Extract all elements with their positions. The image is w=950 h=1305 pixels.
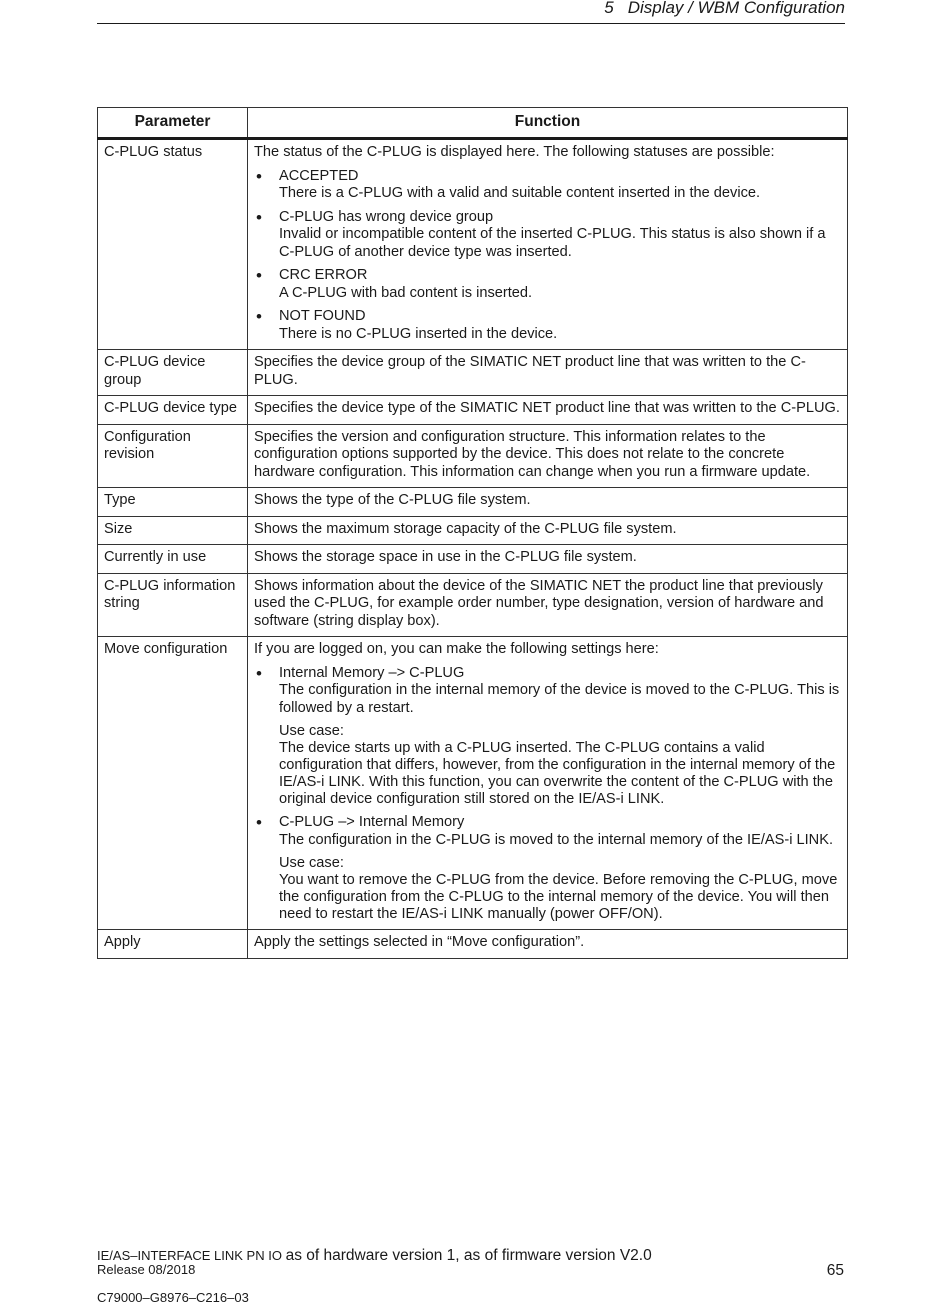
list-item	[254, 665, 841, 809]
column-header-parameter: Parameter	[98, 108, 248, 139]
status-title: • CRC ERROR	[279, 267, 368, 283]
function-cell: Shows the maximum storage capacity of the C-PLUG file system.	[248, 516, 848, 545]
function-cell: Specifies the device group of the SIMATIC NET product line that was written to the C-PLUG.	[248, 350, 848, 396]
list-item	[254, 168, 841, 203]
footer-release: Release 08/2018	[97, 1262, 196, 1277]
chapter-title: Display / WBM Configuration	[627, 0, 845, 17]
table-row	[98, 573, 848, 637]
status-description: There is a C-PLUG with a valid and suitable content inserted in the device.	[279, 185, 761, 201]
column-header-function: Function	[248, 108, 848, 139]
parameter-table	[97, 107, 848, 959]
running-header	[97, 0, 845, 24]
footer-product-version: as of hardware version 1, as of firmware version V2.0	[285, 1247, 652, 1264]
use-case	[279, 855, 841, 923]
table-row	[98, 545, 848, 574]
function-cell	[248, 637, 848, 930]
list-item	[254, 267, 841, 302]
param-cell: C-PLUG device group	[98, 350, 248, 396]
status-description: A C-PLUG with bad content is inserted.	[279, 284, 533, 301]
param-cell: C-PLUG status	[98, 139, 248, 350]
use-case-label: Use case:	[279, 723, 344, 739]
option-description: The configuration in the C-PLUG is moved to the internal memory of the IE/AS-i LINK.	[279, 831, 833, 848]
use-case-text: The device starts up with a C-PLUG inserted. The C-PLUG contains a valid configuration that differs, however, from the configuration in the internal memory of the IE/AS-i LINK. With this function, you can overwrite the content of the C-PLUG with the original device configuration still stored on the IE/AS-i LINK.	[279, 740, 836, 807]
table-row	[98, 488, 848, 517]
use-case-label: Use case:	[279, 855, 344, 871]
table-row	[98, 637, 848, 930]
list-item	[254, 209, 841, 262]
page-number: 65	[826, 1262, 844, 1279]
function-cell	[248, 139, 848, 350]
footer-product-line	[97, 1249, 652, 1263]
list-item	[254, 814, 841, 923]
function-cell: Specifies the device type of the SIMATIC NET product line that was written to the C-PLUG.	[248, 396, 848, 425]
status-description: Invalid or incompatible content of the inserted C-PLUG. This status is also shown if a C-PLUG of another device type was inserted.	[279, 226, 826, 260]
option-list	[254, 665, 841, 924]
param-cell: Configuration revision	[98, 424, 248, 488]
list-item	[254, 308, 841, 343]
status-title: • C-PLUG has wrong device group	[279, 208, 494, 225]
param-cell: C-PLUG information string	[98, 573, 248, 637]
use-case	[279, 723, 841, 808]
status-title: • NOT FOUND	[279, 308, 366, 324]
function-intro: The status of the C-PLUG is displayed here. The following statuses are possible:	[254, 144, 775, 160]
option-title: • Internal Memory –> C-PLUG	[279, 664, 465, 681]
option-description: The configuration in the internal memory of the device is moved to the C-PLUG. This is followed by a restart.	[279, 682, 840, 716]
table-row	[98, 516, 848, 545]
param-cell: Currently in use	[98, 545, 248, 574]
table-header-row	[98, 108, 848, 139]
function-intro: If you are logged on, you can make the following settings here:	[254, 641, 659, 657]
option-title: • C-PLUG –> Internal Memory	[279, 814, 465, 830]
table-row	[98, 350, 848, 396]
chapter-number: 5	[604, 0, 614, 17]
footer-product: IE/AS–INTERFACE LINK PN IO	[97, 1248, 282, 1263]
table-row	[98, 396, 848, 425]
function-cell: Apply the settings selected in “Move configuration”.	[248, 930, 848, 959]
status-list	[254, 168, 841, 344]
function-cell: Shows the type of the C-PLUG file system.	[248, 488, 848, 517]
function-cell: Shows the storage space in use in the C-PLUG file system.	[248, 545, 848, 574]
param-cell: Apply	[98, 930, 248, 959]
footer-order-number: C79000–G8976–C216–03	[97, 1290, 249, 1305]
status-title: • ACCEPTED	[279, 167, 359, 184]
status-description: There is no C-PLUG inserted in the device.	[279, 325, 558, 342]
table-row	[98, 930, 848, 959]
footer-product-info	[97, 1249, 652, 1305]
param-cell: Move configuration	[98, 637, 248, 930]
table-row	[98, 139, 848, 350]
use-case-text: You want to remove the C-PLUG from the device. Before removing the C-PLUG, move the configuration from the C-PLUG to the internal memory of the device. You will then need to restart the IE/AS-i LINK manually (power OFF/ON).	[279, 872, 838, 922]
table-row	[98, 424, 848, 488]
function-cell: Specifies the version and configuration structure. This information relates to the configuration options supported by the device. This does not relate to the concrete hardware configuration. This information can change when you run a firmware update.	[248, 424, 848, 488]
param-cell: C-PLUG device type	[98, 396, 248, 425]
param-cell: Type	[98, 488, 248, 517]
function-cell: Shows information about the device of the SIMATIC NET the product line that previously used the C-PLUG, for example order number, type designation, version of hardware and software (string display box).	[248, 573, 848, 637]
param-cell: Size	[98, 516, 248, 545]
